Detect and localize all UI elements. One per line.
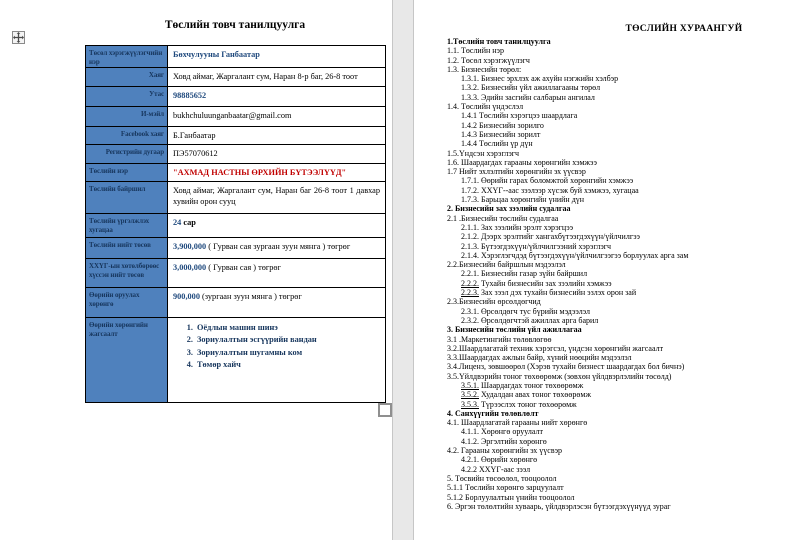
value-text: 24 (173, 218, 182, 227)
page1-title: Төслийн товч танилцуулга (164, 19, 306, 31)
toc-item: 5.1.1 Төслийн хөрөнгө зарцуулалт (447, 483, 564, 493)
toc-item: 2.2.1. Бизнесийн газар зүйн байршил (461, 269, 588, 279)
asset-list-item: 4. Төмөр хайч (195, 359, 380, 371)
page-2[interactable] (413, 0, 796, 540)
toc-item: 5. Төсвийн төсөөлөл, тооцоолол (447, 473, 557, 483)
toc-item-number: 3.5.2. (461, 390, 479, 400)
toc-item: 1.3.1. Бизнес эрхлэх аж ахуйн нэгжийн хэлбэр (461, 74, 619, 84)
toc-item: 1.5.Үндсэн хэрэглэгч (447, 148, 520, 158)
toc-item: 3.5.2. Худалдан авах тоног төхөөрөмж (461, 390, 591, 400)
toc-item: 4.1.2. Эргэлтийн хөрөнгө (461, 436, 547, 446)
toc-item: 2.1.2. Дээрх эрэлтийг хангахбүтээгдэхүүн/үйлчилгээ (461, 232, 640, 242)
asset-list-item: 1. Оёдлын машин шинэ (195, 322, 380, 334)
toc-item: 1.3.3. Эдийн засгийн салбарын ангилал (461, 92, 595, 102)
toc-item: 2.3.Бизнесийн өрсөлдөгчид (447, 297, 541, 307)
toc-item-number: 2.2.2. (461, 278, 479, 288)
row-label: Төслийн үргэлжлэх хугацаа (86, 214, 168, 237)
row-label: Төслийн нийт төсөв (86, 238, 168, 258)
row-value[interactable] (168, 107, 385, 126)
toc-item: 4.1. Шаардлагатай гарааны нийт хөрөнгө (447, 418, 588, 428)
toc-item: 2. Бизнесийн зах зээлийн судалгаа (447, 204, 571, 214)
toc-item: 3.3.Шаардагдах ажлын байр, хүний нөөцийн мэдээлэл (447, 353, 632, 363)
asset-list (173, 322, 380, 372)
project-summary-table (85, 45, 386, 403)
row-value[interactable] (168, 238, 385, 258)
toc-item: 1.7.1. Өөрийн гарах боломжтой хөрөнгийн хэмжээ (461, 176, 634, 186)
toc-item-number: 2.2.3. (461, 288, 479, 298)
value-text: Ховд аймаг, Жаргалант сум, Наран баг 26-8 тоот 1 давхар хувийн орон сууц (173, 186, 380, 207)
table-row (86, 127, 385, 145)
value-text: 900,000 (173, 292, 200, 301)
table-row (86, 259, 385, 288)
toc-item: 1.2. Төсөл хэрэгжүүлэгч (447, 55, 530, 65)
toc-item: 3.1 .Маркетингийн төлөвлөгөө (447, 334, 552, 344)
row-label: Регистрийн дугаар (86, 145, 168, 163)
toc-item: 1.Төслийн товч танилцуулга (447, 37, 551, 46)
table-move-handle[interactable] (12, 31, 25, 44)
row-label: Төслийн нэр (86, 164, 168, 181)
toc-item: 1.3.2. Бизнесийн үйл ажиллагааны төрөл (461, 83, 601, 93)
table-row (86, 46, 385, 68)
table-row (86, 238, 385, 259)
table-row (86, 182, 385, 214)
value-text: сар (181, 218, 196, 227)
value-text: Ховд аймаг, Жаргалант сум, Наран 8-р баг, 26-8 тоот (173, 72, 358, 81)
value-text: Бөхчулууны Ганбаатар (173, 50, 260, 59)
row-value[interactable] (168, 145, 385, 163)
toc-item: 1.6. Шаардагдах гарааны хөрөнгийн хэмжээ (447, 157, 597, 167)
row-label: Өөрийн хөрөнгийн жагсаалт (86, 318, 168, 402)
toc-item: 3. Бизнесийн төслийн үйл ажиллагаа (447, 325, 582, 335)
toc-item: 2.3.2. Өрсөлдөгчтэй ажиллах арга барил (461, 315, 599, 325)
value-text: ( Гурван сая ) төгрөг (206, 263, 281, 272)
table-row (86, 87, 385, 107)
row-value[interactable] (168, 318, 385, 402)
toc-item: 3.5.3. Түрээслэх тоног төхөөрөмж (461, 399, 577, 409)
toc-item: 4.2.2 ХХҮГ-аас зээл (461, 464, 531, 474)
value-text: 98885652 (173, 91, 207, 100)
value-text: ( Гурван сая зургаан зуун мянга ) төгрөг (206, 242, 351, 251)
toc-item: 1.7.2. ХХҮГ--аас зээлээр хүсэж буй хэмжээ, хугацаа (461, 185, 639, 195)
value-text: (зургаан зуун мянга ) төгрөг (199, 292, 302, 301)
row-label: Өөрийн оруулах хөрөнгө (86, 288, 168, 317)
table-row (86, 214, 385, 238)
row-value[interactable] (168, 259, 385, 287)
value-text: "АХМАД НАСТНЫ ӨРХИЙН БҮТЭЭЛҮҮД" (173, 168, 347, 177)
toc-item: 3.5.Үйлдвэрийн тоног төхөөрөмж (зөвхөн үйлдвэрлэлийн төсөлд) (447, 371, 672, 381)
row-label: ХХҮГ-ын хөтөлбөрөөс хүссэн нийт төсөв (86, 259, 168, 287)
row-label: Төсөл хэрэгжүүлэгчийн нэр (86, 46, 168, 67)
toc-item: 2.1.1. Зах зээлийн эрэлт хэрэгцээ (461, 222, 574, 232)
toc-item: 4. Санхүүгийн төлөвлөлт (447, 408, 539, 418)
toc-item: 3.2.Шаардлагатай техник хэрэгсэл, үндсэн хөрөнгийн жагсаалт (447, 343, 664, 353)
toc-item: 6. Эргэн төлөлтийн хуваарь, үйлдвэрлэсэн бүтээгдэхүүнүүд зураг (447, 501, 671, 511)
toc-item: 2.1.3. Бүтээгдэхүүн/үйлчилгээний хэрэглэгч (461, 241, 612, 251)
toc-item: 1.7.3. Барьцаа хөрөнгийн үнийн дүн (461, 195, 585, 205)
move-cross-icon (13, 32, 24, 43)
table-row (86, 107, 385, 127)
toc-item-number: 3.5.3. (461, 399, 479, 409)
row-value[interactable] (168, 288, 385, 317)
toc-item: 3.5.1. Шаардагдах тоног төхөөрөмж (461, 380, 584, 390)
row-value[interactable] (168, 127, 385, 144)
table-of-contents (447, 37, 796, 511)
row-value[interactable] (168, 68, 385, 86)
toc-item: 3.4.Лиценз, зөвшөөрөл (Хэрэв тухайн бизнест шаардагдах бол бичнэ) (447, 362, 685, 372)
toc-item: 2.2.3. Зах зээл дэх тухайн бизнесийн эзлэх орон зай (461, 288, 637, 298)
value-text: bukhchuluunganbaatar@gmail.com (173, 111, 292, 120)
asset-list-item: 2. Зориулалтын эсгүүрийн вандан (195, 334, 380, 346)
toc-item: 2.2.2. Тухайн бизнесийн зах зээлийн хэмжээ (461, 278, 612, 288)
toc-item: 1.4. Төслийн үндэслэл (447, 102, 524, 112)
table-row (86, 164, 385, 182)
row-label: Хаяг (86, 68, 168, 86)
toc-item: 5.1.2 Борлуулалтын үнийн тооцоолол (447, 492, 575, 502)
row-label: Утас (86, 87, 168, 106)
asset-list-item: 3. Зориулалтын шугамны ком (195, 347, 380, 359)
row-value[interactable] (168, 182, 385, 213)
toc-item: 2.1.4. Хэрэглэгчдэд бүтээгдэхүүн/үйлчилгээгээ борлуулах арга зам (461, 250, 689, 260)
row-label: Facebook хаяг (86, 127, 168, 144)
row-label: И-мэйл (86, 107, 168, 126)
table-row (86, 288, 385, 318)
toc-item: 1.4.3 Бизнесийн зорилт (461, 129, 541, 139)
toc-item: 2.2.Бизнесийн байршлын мэдээлэл (447, 260, 566, 270)
row-label: Төслийн байршил (86, 182, 168, 213)
page-1[interactable] (0, 0, 393, 540)
toc-item: 1.1. Төслийн нэр (447, 46, 504, 56)
toc-item-number: 3.5.1. (461, 380, 479, 390)
value-text: 3,900,000 (173, 242, 207, 251)
table-row (86, 145, 385, 164)
toc-item: 1.3. Бизнесийн төрөл: (447, 64, 522, 74)
page2-heading: ТӨСЛИЙН ХУРААНГУЙ (625, 24, 743, 34)
toc-item: 4.2.1. Өөрийн хөрөнгө (461, 455, 538, 465)
row-value[interactable] (168, 87, 385, 106)
toc-item: 1.7 Нийт эхлэлтийн хөрөнгийн эх үүсвэр (447, 167, 586, 177)
row-value[interactable] (168, 214, 385, 237)
row-value[interactable] (168, 164, 385, 181)
value-text: 3,000,000 (173, 263, 207, 272)
toc-item: 1.4.2 Бизнесийн зорилго (461, 120, 544, 130)
toc-item: 4.1.1. Хөрөнгө оруулалт (461, 427, 543, 437)
table-resize-handle[interactable] (378, 403, 392, 417)
row-value[interactable] (168, 46, 385, 67)
table-row (86, 68, 385, 87)
table-row (86, 318, 385, 402)
toc-item: 2.3.1. Өрсөлдөгч тус бүрийн мэдээлэл (461, 306, 590, 316)
toc-item: 1.4.4 Төслийн үр дүн (461, 139, 533, 149)
toc-item: 2.1 .Бизнесийн төслийн судалгаа (447, 213, 559, 223)
toc-item: 4.2. Гарааны хөрөнгийн эх үүсвэр (447, 446, 563, 456)
toc-item: 1.4.1 Төслийн хэрэгцээ шаардлага (461, 111, 578, 121)
value-text: ПЭ57070612 (173, 149, 218, 158)
value-text: Б.Ганбаатар (173, 131, 216, 140)
